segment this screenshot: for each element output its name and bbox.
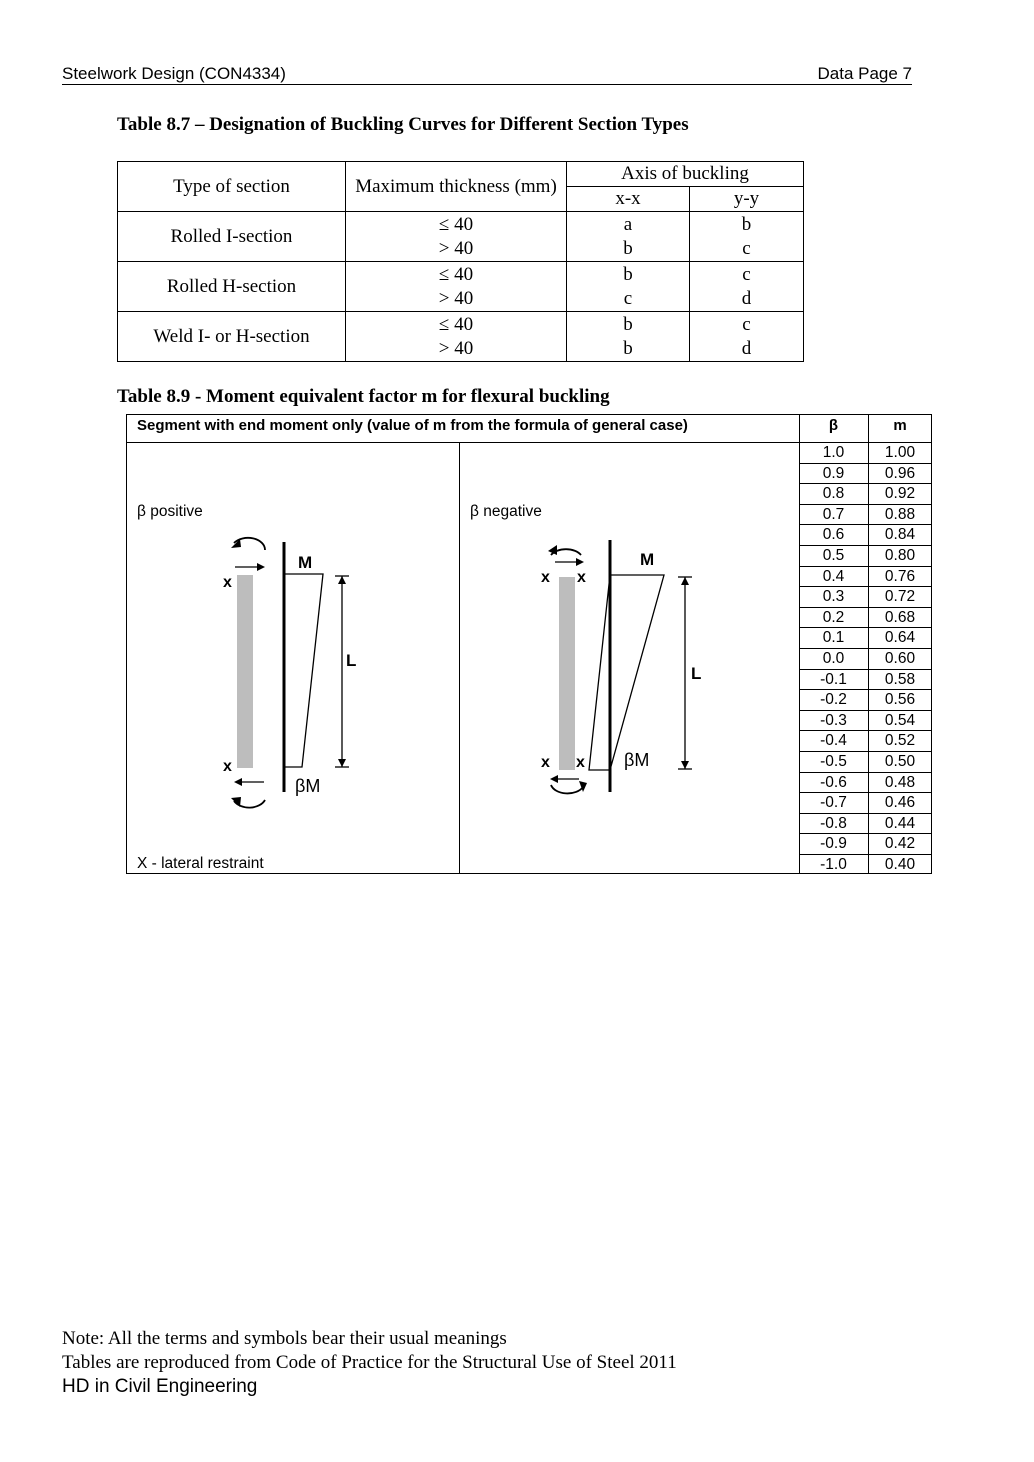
beta-value: -0.3 — [820, 711, 847, 729]
table-row — [799, 670, 932, 691]
beta-value: 0.5 — [822, 546, 845, 564]
moment-factor-table — [126, 414, 932, 874]
restraint-x-left-top: x — [541, 569, 550, 586]
header-beta: β — [828, 417, 839, 434]
beta-moment-label: βM — [295, 776, 321, 796]
m-value: 0.52 — [884, 732, 916, 750]
table-row — [799, 793, 932, 814]
table-row — [799, 505, 932, 526]
m-value: 0.42 — [884, 835, 916, 853]
beta-value: 0.2 — [822, 608, 845, 626]
yy-cell — [690, 262, 804, 312]
table-row — [799, 649, 932, 670]
table-row — [118, 212, 804, 262]
note-line-1: Note: All the terms and symbols bear their usual meanings — [62, 1328, 507, 1349]
yy-b: d — [741, 287, 752, 309]
table-row — [799, 567, 932, 588]
table-row — [799, 546, 932, 567]
beta-value: -0.1 — [820, 670, 847, 688]
table-row — [799, 608, 932, 629]
beta-value: 0.9 — [822, 464, 845, 482]
beta-value: 0.6 — [822, 526, 845, 544]
thickness-cell — [346, 212, 567, 262]
section-type: Rolled I-section — [118, 212, 346, 262]
m-value: 0.50 — [884, 752, 916, 770]
table-caption: Segment with end moment only (value of m from the formula of general case) — [137, 417, 688, 434]
yy-b: c — [742, 237, 751, 259]
beta-value: 0.1 — [822, 629, 845, 647]
beta-value: -0.4 — [820, 732, 847, 750]
yy-a: c — [742, 263, 751, 285]
table-row — [799, 855, 932, 876]
m-value: 0.88 — [884, 505, 916, 523]
header-m: m — [893, 417, 907, 434]
m-value: 0.44 — [884, 814, 916, 832]
header-axis-xx: x-x — [567, 187, 690, 212]
beta-value: 0.4 — [822, 567, 845, 585]
restraint-x-right-top: x — [577, 569, 586, 586]
beta-negative-diagram — [459, 415, 799, 875]
m-value: 0.54 — [884, 711, 916, 729]
m-value: 0.96 — [884, 464, 916, 482]
footer-notes — [62, 1327, 677, 1399]
beta-value: -0.9 — [820, 835, 847, 853]
xx-cell — [567, 312, 690, 362]
yy-cell — [690, 312, 804, 362]
table-row — [799, 731, 932, 752]
course-title: Steelwork Design (CON4334) — [62, 64, 286, 83]
table-row — [118, 262, 804, 312]
thickness-b: > 40 — [438, 287, 474, 309]
m-value: 0.60 — [884, 649, 916, 667]
moment-label: M — [640, 550, 655, 569]
m-value: 0.48 — [884, 773, 916, 791]
header-axis-of-buckling: Axis of buckling — [567, 162, 804, 187]
m-value: 0.64 — [884, 629, 916, 647]
m-value: 0.72 — [884, 588, 916, 606]
header-max-thickness-text: Maximum thickness (mm) — [355, 175, 557, 197]
table-row — [799, 443, 932, 464]
table-row — [799, 834, 932, 855]
yy-cell — [690, 212, 804, 262]
m-value: 0.92 — [884, 485, 916, 503]
xx-b: c — [623, 287, 633, 309]
moment-diagram — [589, 575, 664, 770]
member-bar — [559, 577, 575, 770]
thickness-b: > 40 — [438, 237, 474, 259]
beta-negative-label: β negative — [470, 503, 542, 520]
m-value: 1.00 — [884, 444, 916, 461]
table-row — [799, 525, 932, 546]
note-line-3: HD in Civil Engineering — [62, 1376, 258, 1397]
section-type: Rolled H-section — [118, 262, 346, 312]
header-max-thickness — [346, 162, 567, 212]
restraint-x-bottom: x — [223, 758, 232, 775]
header-axis-yy: y-y — [690, 187, 804, 212]
table-row — [799, 752, 932, 773]
beta-value: -0.8 — [820, 814, 847, 832]
beta-positive-label: β positive — [137, 503, 203, 520]
restraint-x-top: x — [223, 574, 232, 591]
m-value: 0.76 — [884, 567, 916, 585]
xx-b: b — [623, 337, 633, 359]
beta-value: 0.8 — [822, 485, 845, 503]
xx-b: b — [623, 237, 633, 259]
table-row — [799, 484, 932, 505]
beta-value: -0.5 — [820, 752, 847, 770]
table-row — [799, 587, 932, 608]
beta-value: 0.0 — [822, 649, 845, 667]
rotation-arrow-bottom — [551, 785, 583, 793]
table-row — [799, 690, 932, 711]
xx-a: a — [623, 213, 633, 235]
thickness-a: ≤ 40 — [438, 213, 474, 235]
thickness-a: ≤ 40 — [438, 263, 474, 285]
m-value: 0.46 — [884, 794, 916, 812]
xx-cell — [567, 212, 690, 262]
beta-value: -0.6 — [820, 773, 847, 791]
thickness-cell — [346, 262, 567, 312]
beta-m-rows — [799, 443, 932, 875]
table-8-7-title: Table 8.7 – Designation of Buckling Curves for Different Section Types — [117, 114, 689, 135]
moment-diagram — [284, 574, 323, 767]
xx-a: b — [623, 313, 633, 335]
section-type: Weld I- or H-section — [118, 312, 346, 362]
header-type-of-section: Type of section — [118, 162, 346, 212]
buckling-curve-table — [117, 161, 804, 362]
table-row — [118, 312, 804, 362]
length-label: L — [346, 651, 357, 670]
page-label: Data Page 7 — [817, 64, 912, 83]
restraint-x-right-bottom: x — [576, 754, 585, 771]
beta-value: -1.0 — [820, 855, 847, 873]
page-header — [62, 64, 912, 85]
restraint-note: X - lateral restraint — [137, 855, 264, 872]
m-value: 0.80 — [884, 546, 916, 564]
table-row — [799, 814, 932, 835]
yy-a: b — [741, 213, 752, 235]
note-line-2: Tables are reproduced from Code of Practice for the Structural Use of Steel 2011 — [62, 1352, 677, 1373]
restraint-x-left-bottom: x — [541, 754, 550, 771]
yy-b: d — [741, 337, 752, 359]
m-value: 0.40 — [884, 855, 916, 873]
xx-cell — [567, 262, 690, 312]
moment-label: M — [298, 553, 313, 572]
beta-positive-diagram — [127, 415, 459, 875]
m-value: 0.58 — [884, 670, 916, 688]
m-value: 0.56 — [884, 691, 916, 709]
member-bar — [237, 575, 253, 768]
m-value: 0.68 — [884, 608, 916, 626]
table-row — [799, 773, 932, 794]
xx-a: b — [623, 263, 633, 285]
beta-moment-label: βM — [624, 750, 650, 770]
length-label: L — [691, 664, 702, 683]
table-row — [799, 464, 932, 485]
thickness-b: > 40 — [438, 337, 474, 359]
beta-value: 0.7 — [822, 505, 845, 523]
yy-a: c — [742, 313, 751, 335]
table-8-9-title: Table 8.9 - Moment equivalent factor m for flexural buckling — [117, 386, 610, 407]
beta-value: 0.3 — [822, 588, 845, 606]
m-value: 0.84 — [884, 526, 916, 544]
table-row — [799, 711, 932, 732]
thickness-a: ≤ 40 — [438, 313, 474, 335]
table-row — [799, 628, 932, 649]
thickness-cell — [346, 312, 567, 362]
beta-value: -0.7 — [820, 794, 847, 812]
beta-value: -0.2 — [820, 691, 847, 709]
beta-value: 1.0 — [822, 444, 845, 461]
